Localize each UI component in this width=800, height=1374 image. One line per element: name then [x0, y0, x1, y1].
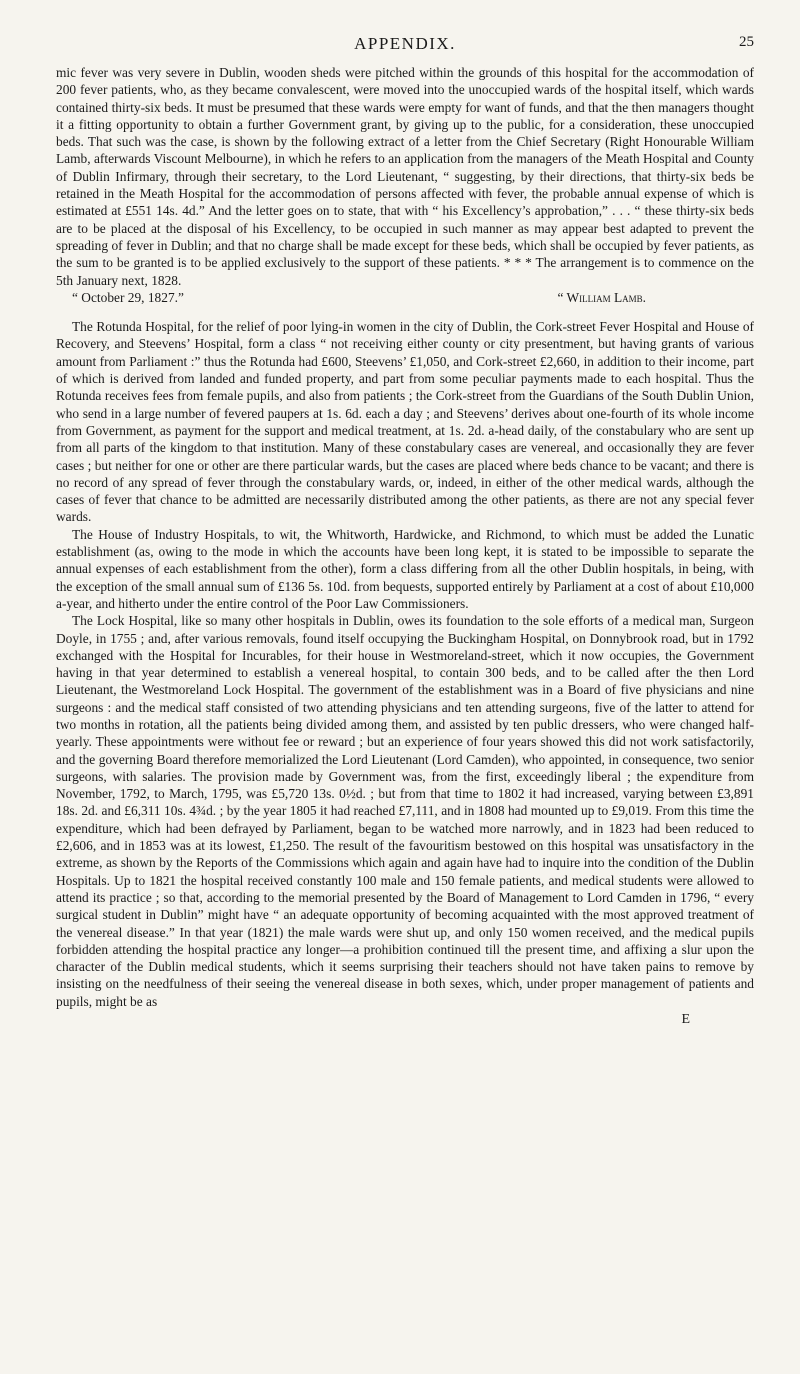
signature-mark: E: [681, 1012, 690, 1028]
letter-signature: “ William Lamb.: [557, 289, 646, 305]
paragraph-letter-extract: mic fever was very severe in Dublin, wooden sheds were pitched within the grounds of this hospital for the accommodation of 200 fever patients, who, as they became convalescent, were moved into the unoccupied wards of the hospital itself, which wards contained thirty-six beds. It must be presumed that these wards were empty for want of funds, and that the then managers thought it a fitting opportunity to obtain a further Government grant, by giving up to the public, for a consideration, these unoccupied beds. That such was the case, is shown by the following extract of a letter from the Chief Secretary (Right Honourable William Lamb, afterwards Viscount Melbourne), in which he refers to an application from the managers of the Meath Hospital and County of Dublin Infirmary, through their secretary, to the Lord Lieutenant, “ suggesting, by their directions, that thirty-six beds be retained in the Meath Hospital for the accommodation of persons affected with fever, the probable annual expense of which is estimated at £551 14s. 4d.” And the letter goes on to state, that with “ his Excellency’s approbation,” . . . “ these thirty-six beds are to be placed at the disposal of his Excellency, to be occupied in such manner as may appear best adapted to prevent the spreading of fever in Dublin; and that no charge shall be made except for these beds, which shall be occupied by fever patients, as the sum to be granted is to be applied exclusively to the support of these patients. * * * The arrangement is to commence on the 5th January next, 1828.: [56, 65, 754, 288]
running-head: APPENDIX.: [354, 34, 456, 53]
letter-date: “ October 29, 1827.”: [72, 289, 184, 305]
paragraph-lock-hospital: The Lock Hospital, like so many other hospitals in Dublin, owes its foundation to the sole efforts of a medical man, Surgeon Doyle, in 1755 ; and, after various removals, found itself occupying the Buckingham Hospital, on Donnybrook road, but in 1792 exchanged with the Hospital for Incurables, for their house in Westmoreland-street, which it now occupies, the Government having in that year determined to establish a venereal hospital, to contain 300 beds, and to be called after the then Lord Lieutenant, the Westmoreland Lock Hospital. The government of the establishment was in a Board of five physicians and nine surgeons : and the medical staff consisted of two attending physicians and ten attending surgeons, five of the latter to attend for two months in rotation, all the patients being divided among them, and assisted by ten public dressers, who were changed half-yearly. These appointments were without fee or reward ; but an experience of four years showed this did not work satisfactorily, and the governing Board therefore memorialized the Lord Lieutenant (Lord Camden), who appointed, in consequence, two senior surgeons, with salaries. The provision made by Government was, from the first, exceedingly liberal ; the expenditure from November, 1792, to March, 1795, was £5,720 13s. 0½d. ; but from that time to 1802 it had increased, varying between £3,891 18s. 2d. and £6,311 10s. 4¾d. ; by the year 1805 it had reached £7,111, and in 1808 had mounted up to £9,019. From this time the expenditure, which had been defrayed by Parliament, began to be watched more narrowly, and in 1823 had been reduced to £2,606, and in 1853 was at its lowest, £1,250. The result of the favouritism bestowed on this hospital was unsatisfactory in the extreme, as shown by the Reports of the Commissions which again and again have had to inquire into the condition of the Dublin Hospitals. Up to 1821 the hospital received constantly 100 male and 150 female patients, and medical students were allowed to attend its practice ; so that, according to the memorial presented by the Board of Management to Lord Camden in 1796, “ every surgical student in Dublin” might have “ an adequate opportunity of becoming acquainted with the most approved treatment of the venereal disease.” In that year (1821) the male wards were shut up, and only 150 women received, and the medical pupils forbidden attending the hospital practice any longer—a prohibition continued till the present time, and affixing a slur upon the character of the Dublin medical students, which it seems surprising their teachers should not have taken pains to remove by insisting on the needfulness of their seeing the venereal disease in both sexes, which, under proper management of patients and pupils, might be as: [56, 613, 754, 1009]
page-number: 25: [739, 34, 754, 50]
paragraph-house-of-industry: The House of Industry Hospitals, to wit, the Whitworth, Hardwicke, and Richmond, to which must be added the Lunatic establishment (as, owing to the mode in which the accounts have been long kept, it is stated to be impossible to separate the annual expenses of each establishment from the other), form a class differing from all the other Dublin hospitals, in being, with the exception of the small annual sum of £136 5s. 10d. from bequests, supported entirely by Parliament at a cost of about £10,000 a-year, and hitherto under the entire control of the Poor Law Commissioners.: [56, 526, 754, 611]
paragraph-rotunda: The Rotunda Hospital, for the relief of poor lying-in women in the city of Dublin, the Cork-street Fever Hospital and House of Recovery, and Steevens’ Hospital, form a class “ not receiving either county or city presentment, but having grants of various amount from Parliament :” thus the Rotunda had £600, Steevens’ £1,050, and Cork-street £2,660, in addition to their income, part of which is derived from landed and funded property, and part from some peculiar payments made to each hospital. Thus the Rotunda receives fees from female pupils, and also from patients ; the Cork-street from the Guardians of the South Dublin Union, who send in a large number of fevered paupers at 1s. 6d. each a day ; and Steevens’ derives about one-fourth of its whole income from Government, as payment for the support and medical treatment, at 1s. 2d. a-head daily, of the constabulary who are sent up from all parts of the kingdom to that institution. Many of these constabulary cases are venereal, and occasionally they are fever cases ; but neither for one or other are there particular wards, but the cases are placed where beds chance to be vacant; and there is no record of any spread of fever through the constabulary wards, or, indeed, in either of the other medical wards, although the cases of fever that chance to be admitted are necessarily distributed among the other patients, as there are not any special fever wards.: [56, 319, 754, 525]
page-header: [56, 34, 754, 64]
page-body: [56, 64, 754, 1010]
letter-signoff: [56, 289, 754, 306]
